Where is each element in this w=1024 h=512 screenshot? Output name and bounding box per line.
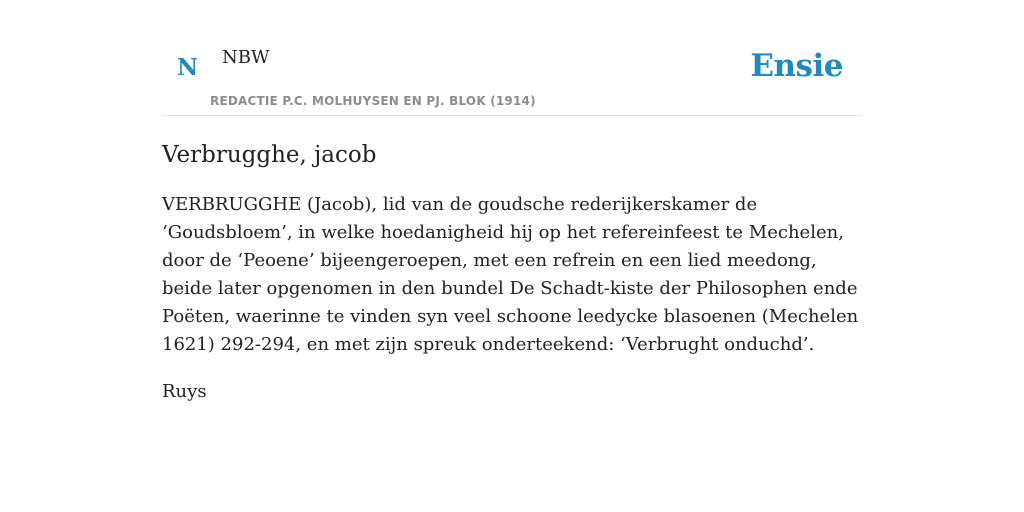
article-author: Ruys (162, 381, 207, 402)
brand-logo[interactable]: Ensie (750, 48, 843, 84)
source-logo[interactable]: N (177, 54, 199, 81)
page-title: Verbrugghe, jacob (162, 142, 377, 168)
source-subtitle: REDACTIE P.C. MOLHUYSEN EN PJ. BLOK (1914) (210, 94, 536, 108)
page (162, 0, 862, 406)
article-body: VERBRUGGHE (Jacob), lid van de goudsche rederijkerskamer de ‘Goudsbloem’, in welke hoedanigheid hij op het refereinfeest te Mechelen, door de ‘Peoene’ bijeengeroepen, met een refrein en een lied meedong, beide later opgenomen in den bundel De Schadt-kiste der Philosophen ende Poëten, waerinne te vinden syn veel schoone leedycke blasoenen (Mechelen 1621) 292-294, en met zijn spreuk onderteekend: ‘Verbrught onduchd’. (162, 194, 859, 355)
header (162, 0, 862, 116)
source-name[interactable]: NBW (222, 47, 270, 68)
